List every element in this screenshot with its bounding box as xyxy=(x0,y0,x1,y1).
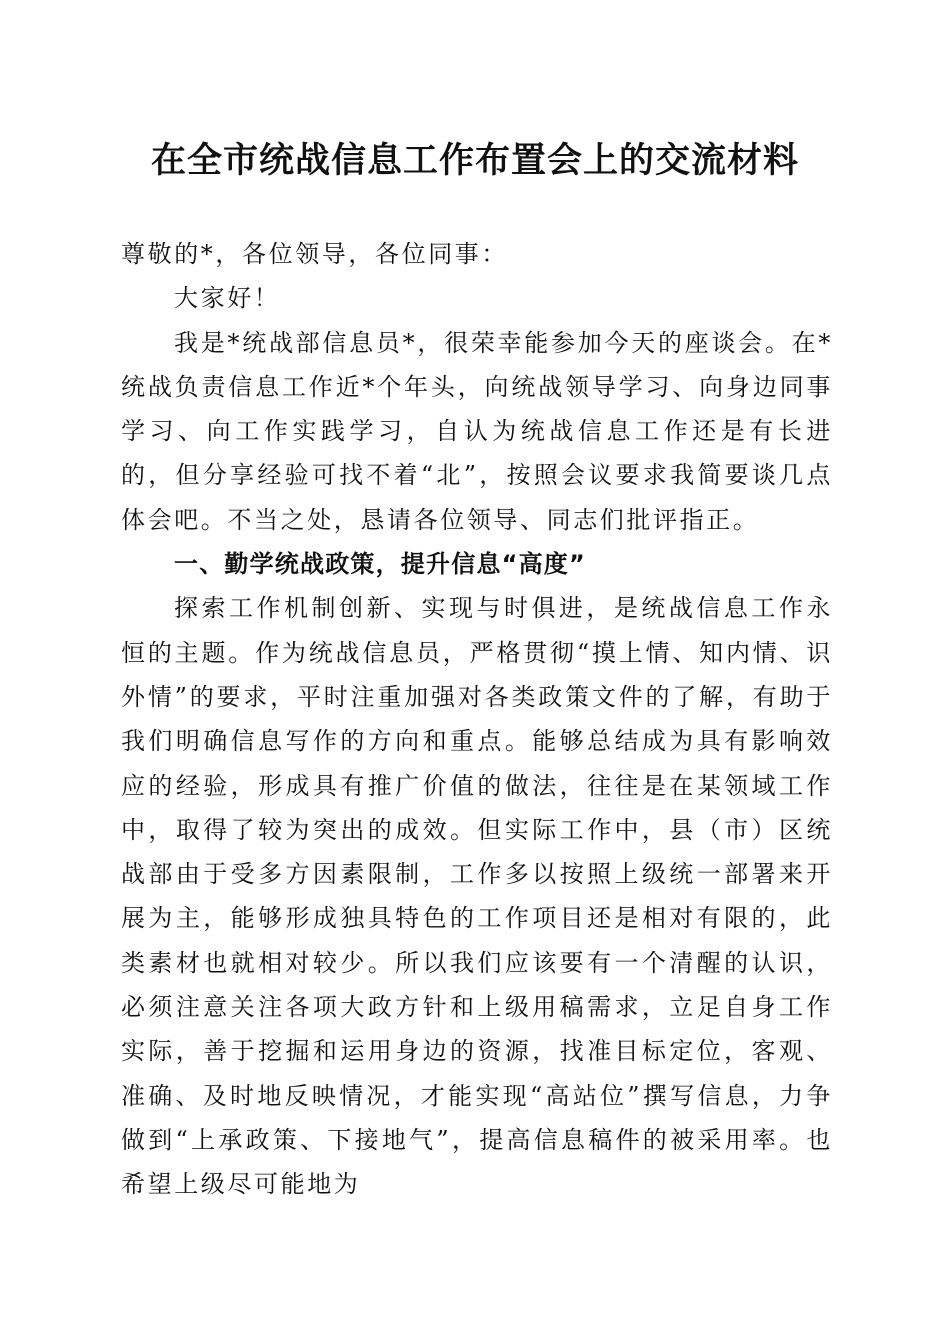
section-heading-1: 一、勤学统战政策，提升信息“高度” xyxy=(174,550,586,579)
intro-paragraph: 我是*统战部信息员*，很荣幸能参加今天的座谈会。在*统战负责信息工作近*个年头，向统战领导学习、向身边同事学习、向工作实践学习，自认为统战信息工作还是有长进的，但分享经验可找不着“北”，按照会议要求我简要谈几点体会吧。不当之处，恳请各位领导、同志们批评指正。 xyxy=(121,328,833,534)
section-1-paragraph: 探索工作机制创新、实现与时俱进，是统战信息工作永恒的主题。作为统战信息员，严格贯彻“摸上情、知内情、识外情”的要求，平时注重加强对各类政策文件的了解，有助于我们明确信息写作的方向和重点。能够总结成为具有影响效应的经验，形成具有推广价值的做法，往往是在某领域工作中，取得了较为突出的成效。但实际工作中，县（市）区统战部由于受多方因素限制，工作多以按照上级统一部署来开展为主，能够形成独具特色的工作项目还是相对有限的，此类素材也就相对较少。所以我们应该要有一个清醒的认识，必须注意关注各项大政方针和上级用稿需求，立足自身工作实际，善于挖掘和运用身边的资源，找准目标定位，客观、准确、及时地反映情况，才能实现“高站位”撰写信息，力争做到“上承政策、下接地气”，提高信息稿件的被采用率。也希望上级尽可能地为 xyxy=(121,594,833,1199)
document-body xyxy=(121,232,833,1207)
salutation: 尊敬的*，各位领导，各位同事： xyxy=(121,240,508,268)
greeting: 大家好！ xyxy=(174,284,281,313)
document-title: 在全市统战信息工作布置会上的交流材料 xyxy=(150,140,799,181)
